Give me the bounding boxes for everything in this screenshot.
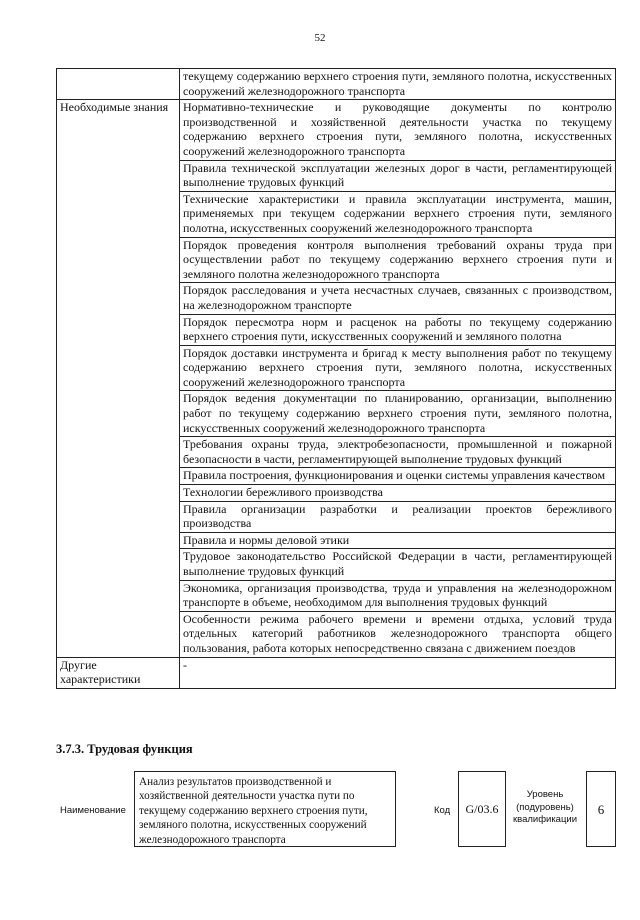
row-label-other-characteristics: Другие характеристики <box>57 657 180 688</box>
table-row <box>57 100 616 160</box>
page-number: 52 <box>314 32 326 44</box>
row-text: Технологии бережливого производства <box>180 485 616 502</box>
row-text: Требования охраны труда, электробезопасности, промышленной и пожарной безопасности в части, регламентирующей выполнение трудовых функций <box>180 437 616 468</box>
row-text: Технические характеристики и правила эксплуатации инструмента, машин, применяемых при текущем содержании верхнего строения пути, земляного полотна, искусственных сооружений железнодорожного транспорта <box>180 191 616 237</box>
row-text: Порядок ведения документации по планированию, организации, выполнению работ по текущему содержанию верхнего строения пути, земляного полотна, искусственных сооружений железнодорожного транспорта <box>180 391 616 437</box>
row-text: Порядок доставки инструмента и бригад к месту выполнения работ по текущему содержанию верхнего строения пути, земляного полотна, искусственных сооружений железнодорожного транспорта <box>180 345 616 391</box>
row-text: Правила построения, функционирования и оценки системы управления качеством <box>180 468 616 485</box>
table-row <box>57 657 616 688</box>
function-code-value: G/03.6 <box>458 771 506 847</box>
row-text: Правила и нормы деловой этики <box>180 532 616 549</box>
function-header <box>56 771 616 851</box>
row-label-required-knowledge: Необходимые знания <box>57 100 180 657</box>
function-code-label: Код <box>434 805 451 816</box>
row-text: Правила технической эксплуатации железных дорог в части, регламентирующей выполнение трудовых функций <box>180 160 616 191</box>
qualification-level-label: Уровень (подуровень) квалификации <box>512 789 578 825</box>
requirements-table <box>56 68 616 689</box>
row-text: Особенности режима рабочего времени и времени отдыха, условий труда отдельных категорий работников железнодорожного транспорта общего пользования, работа которых непосредственно связана с движением поездов <box>180 611 616 657</box>
row-text: Порядок пересмотра норм и расценок на работы по текущему содержанию верхнего строения пути, искусственных сооружений и земляного полотна <box>180 314 616 345</box>
row-text: текущему содержанию верхнего строения пути, земляного полотна, искусственных сооружений железнодорожного транспорта <box>180 69 616 100</box>
row-label <box>57 69 180 100</box>
row-text: Порядок проведения контроля выполнения требований охраны труда при осуществлении работ по текущему содержанию верхнего строения пути и земляного полотна железнодорожного транспорта <box>180 237 616 283</box>
qualification-level-value: 6 <box>586 771 616 847</box>
row-text: Порядок расследования и учета несчастных случаев, связанных с производством, на железнодорожном транспорте <box>180 283 616 314</box>
row-text: Правила организации разработки и реализации проектов бережливого производства <box>180 501 616 532</box>
row-text: Трудовое законодательство Российской Федерации в части, регламентирующей выполнение трудовых функций <box>180 549 616 580</box>
row-text: Экономика, организация производства, труда и управления на железнодорожном транспорте в объеме, необходимом для выполнения трудовых функций <box>180 580 616 611</box>
function-name-value: Анализ результатов производственной и хозяйственной деятельности участка пути по текущему содержанию верхнего строения пути, земляного полотна, искусственных сооружений железнодорожного транспорта <box>134 771 396 847</box>
function-name-label: Наименование <box>60 805 126 816</box>
row-text: - <box>180 657 616 688</box>
table-row <box>57 69 616 100</box>
section-title: 3.7.3. Трудовая функция <box>56 742 193 756</box>
row-text: Нормативно-технические и руководящие документы по контролю производственной и хозяйственной деятельности участка по текущему содержанию верхнего строения пути, земляного полотна, искусственных сооружений железнодорожного транспорта <box>180 100 616 160</box>
